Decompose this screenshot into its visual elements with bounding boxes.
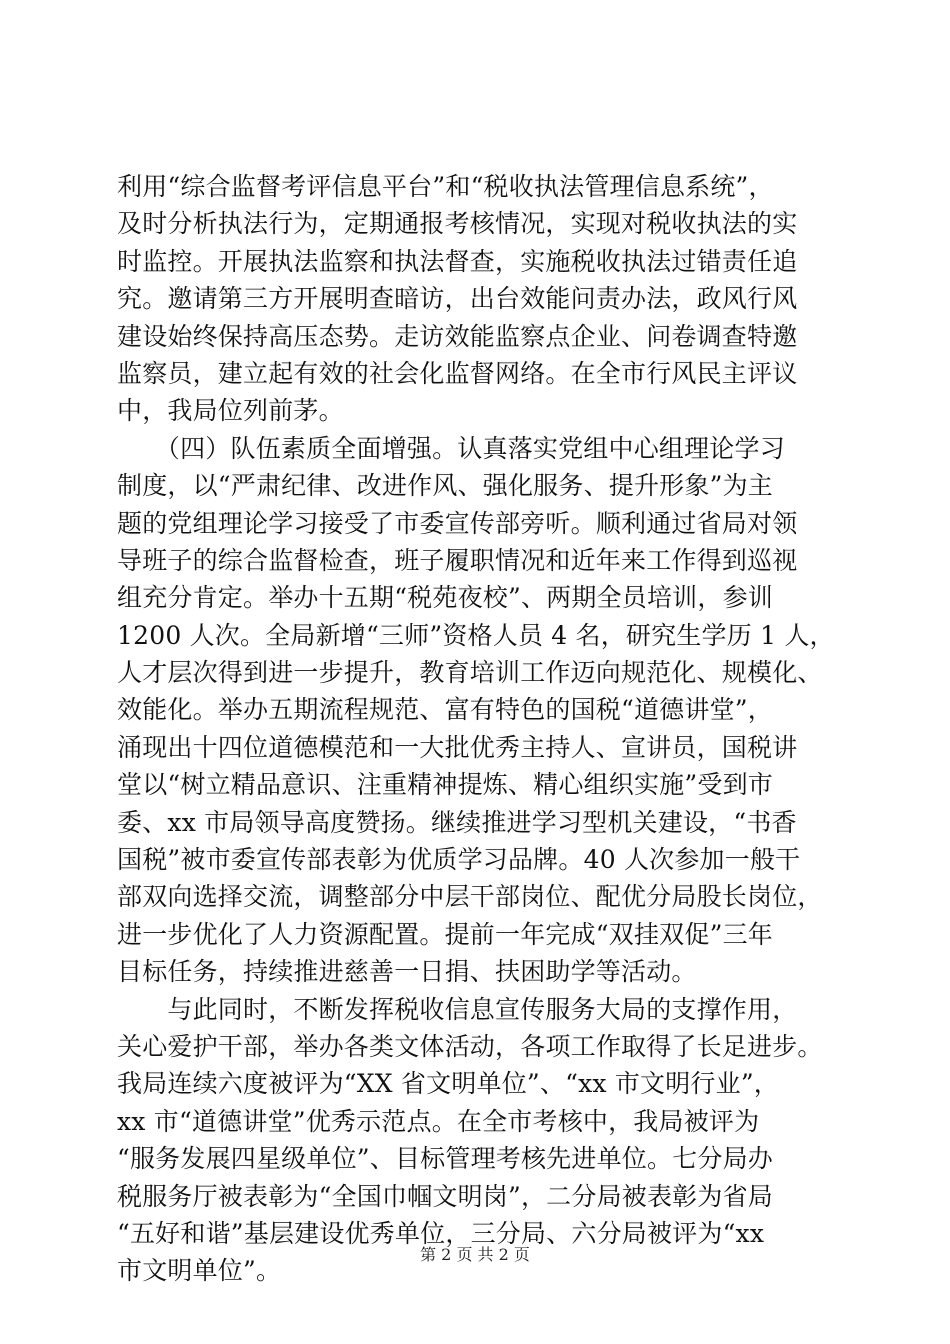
text-line: 究。邀请第三方开展明查暗访，出台效能问责办法，政风行风 — [117, 284, 798, 314]
text-line: 人才层次得到进一步提升，教育培训工作迈向规范化、规模化、 — [117, 658, 823, 688]
page-number-footer: 第 2 页 共 2 页 — [420, 1245, 530, 1264]
text-line: （四）队伍素质全面增强。认真落实党组中心组理论学习 — [117, 433, 785, 463]
body-text — [117, 168, 833, 1290]
text-line: xx 市“道德讲堂”优秀示范点。在全市考核中，我局被评为 — [117, 1106, 760, 1136]
text-line: “服务发展四星级单位”、目标管理考核先进单位。七分局办 — [117, 1144, 773, 1174]
text-line: 涌现出十四位道德模范和一大批优秀主持人、宣讲员，国税讲 — [117, 732, 798, 762]
text-line: 效能化。举办五期流程规范、富有特色的国税“道德讲堂”， — [117, 695, 773, 725]
text-line: 监察员，建立起有效的社会化监督网络。在全市行风民主评议 — [117, 358, 798, 388]
text-line: 导班子的综合监督检查，班子履职情况和近年来工作得到巡视 — [117, 545, 798, 575]
text-line: 税服务厅被表彰为“全国巾帼文明岗”，二分局被表彰为省局 — [117, 1181, 773, 1211]
text-line: 建设始终保持高压态势。走访效能监察点企业、问卷调查特邀 — [117, 321, 798, 351]
text-line: 进一步优化了人力资源配置。提前一年完成“双挂双促”三年 — [117, 919, 773, 949]
text-line: 部双向选择交流，调整部分中层干部岗位、配优分局股长岗位， — [117, 882, 823, 912]
text-line: 市文明单位”。 — [117, 1256, 282, 1286]
text-line: 我局连续六度被评为“XX 省文明单位”、“xx 市文明行业”， — [117, 1069, 780, 1099]
text-line: “五好和谐”基层建设优秀单位，三分局、六分局被评为“xx — [117, 1218, 765, 1248]
text-line: 时监控。开展执法监察和执法督查，实施税收执法过错责任追 — [117, 246, 798, 276]
text-line: 题的党组理论学习接受了市委宣传部旁听。顺利通过省局对领 — [117, 508, 798, 538]
text-line: 及时分析执法行为，定期通报考核情况，实现对税收执法的实 — [117, 209, 798, 239]
text-line: 中，我局位列前茅。 — [117, 396, 344, 426]
text-line: 与此同时，不断发挥税收信息宣传服务大局的支撑作用， — [117, 994, 798, 1024]
text-line: 目标任务，持续推进慈善一日捐、扶困助学等活动。 — [117, 957, 697, 987]
text-line: 堂以“树立精品意识、注重精神提炼、精心组织实施”受到市 — [117, 770, 773, 800]
text-line: 国税”被市委宣传部表彰为优质学习品牌。40 人次参加一般干 — [117, 845, 801, 875]
text-line: 关心爱护干部，举办各类文体活动，各项工作取得了长足进步。 — [117, 1031, 823, 1061]
text-line: 利用“综合监督考评信息平台”和“税收执法管理信息系统”， — [117, 172, 774, 201]
text-line: 制度，以“严肃纪律、改进作风、强化服务、提升形象”为主 — [117, 471, 773, 501]
text-line: 组充分肯定。举办十五期“税苑夜校”、两期全员培训，参训 — [117, 583, 773, 613]
text-line: 1200 人次。全局新增“三师”资格人员 4 名，研究生学历 1 人， — [117, 620, 835, 650]
text-line: 委、xx 市局领导高度赞扬。继续推进学习型机关建设，“书香 — [117, 807, 797, 837]
